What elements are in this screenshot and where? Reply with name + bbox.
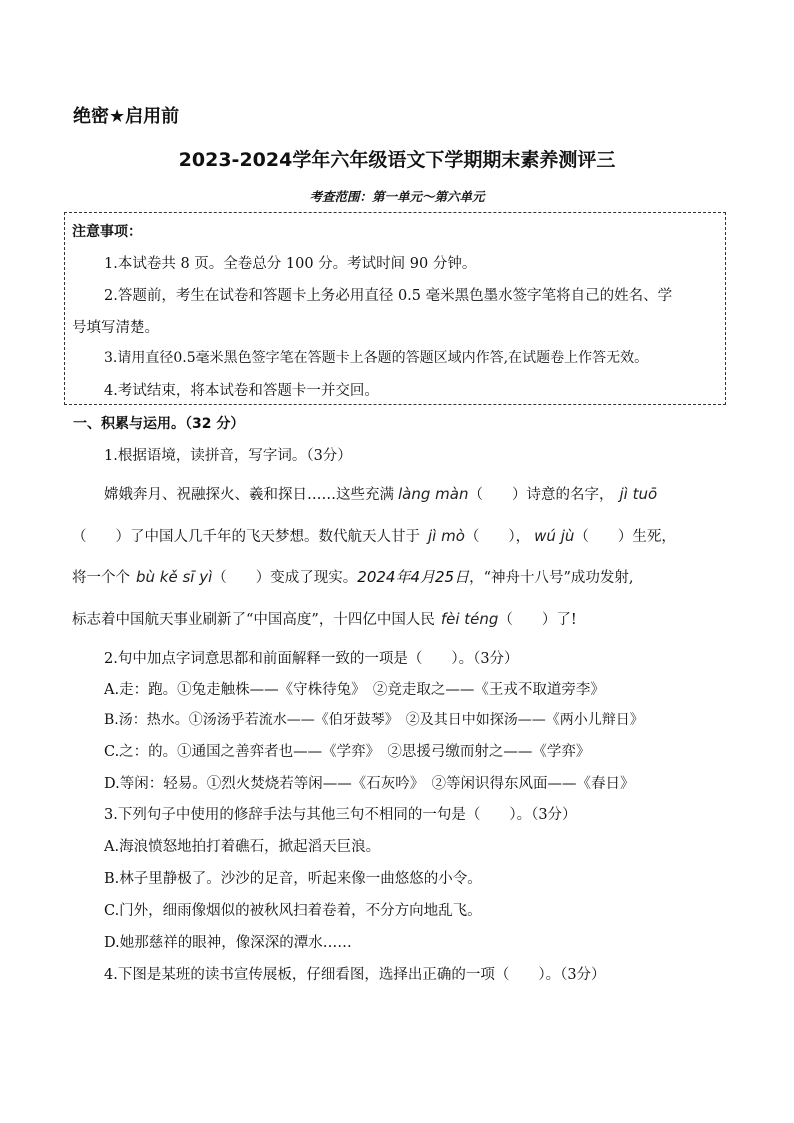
- answer-blank[interactable]: （ ）: [498, 612, 557, 628]
- answer-blank[interactable]: （ ），: [464, 529, 531, 545]
- pinyin-ji-tuo: jì tuō: [619, 485, 658, 503]
- q3-option-b: B.林子里静极了。沙沙的足音，听起来像一曲悠悠的小令。: [104, 871, 482, 887]
- q1-line-2: [72, 525, 676, 546]
- q1-text: 了!: [556, 612, 577, 628]
- q2-option-d: D.等闲：轻易。①烈火焚烧若等闲——《石灰吟》 ②等闲识得东风面——《春日》: [104, 776, 635, 792]
- q3-stem: 3.下列句子中使用的修辞手法与其他三句不相同的一句是（ ）。（3分）: [104, 807, 577, 823]
- pinyin-fei-teng: fèi téng: [440, 610, 499, 628]
- pinyin-lang-man: làng màn: [398, 485, 469, 503]
- q3-option-a: A.海浪愤怒地拍打着礁石，掀起滔天巨浪。: [104, 839, 381, 855]
- pinyin-bu-ke-si-yi: bù kě sī yì: [136, 568, 213, 586]
- launch-date: 2024年4月25日: [357, 568, 470, 586]
- q1-line-3: [72, 566, 634, 587]
- q3-option-d: D.她那慈祥的眼神，像深深的潭水……: [104, 935, 352, 951]
- q1-text: 将一个个: [72, 570, 130, 586]
- confidential-label: 绝密★启用前: [73, 106, 180, 127]
- q4-stem: 4.下图是某班的读书宣传展板，仔细看图，选择出正确的一项（ ）。（3分）: [104, 967, 606, 983]
- notice-item-2-cont: 号填写清楚。: [72, 320, 159, 336]
- notice-item-1: 1.本试卷共 8 页。全卷总分 100 分。考试时间 90 分钟。: [104, 256, 477, 272]
- q2-option-c: C.之：的。①通国之善弈者也——《学弈》 ②思援弓缴而射之——《学弈》: [104, 744, 591, 760]
- q1-text: 变成了现实。: [270, 570, 358, 586]
- exam-title: 2023-2024学年六年级语文下学期期末素养测评三: [178, 149, 616, 171]
- answer-blank[interactable]: （ ）: [468, 487, 527, 503]
- q1-text: 嫦娥奔月、祝融探火、羲和探日……这些充满: [104, 487, 394, 503]
- exam-scope: 考查范围：第一单元～第六单元: [309, 189, 485, 204]
- pinyin-wu-ju: wú jù: [534, 527, 575, 545]
- notice-item-3: 3.请用直径0.5毫米黑色签字笔在答题卡上各题的答题区域内作答,在试题卷上作答无效。: [104, 350, 649, 366]
- answer-blank[interactable]: （ ）: [574, 529, 633, 545]
- q2-option-b: B.汤：热水。①汤汤乎若流水——《伯牙鼓琴》 ②及其日中如探汤——《两小儿辩日》: [104, 712, 644, 728]
- pinyin-ji-mo: jì mò: [428, 527, 465, 545]
- q1-text: ，“神舟十八号”成功发射,: [469, 570, 634, 586]
- q1-text: 生死，: [632, 529, 676, 545]
- answer-blank[interactable]: （ ）: [72, 529, 130, 545]
- notice-item-4: 4.考试结束，将本试卷和答题卡一并交回。: [104, 383, 379, 399]
- section-1-heading: 一、积累与运用。（32 分）: [73, 416, 245, 432]
- q1-text: 诗意的名字，: [526, 487, 614, 503]
- q1-line-4: [72, 608, 577, 629]
- q1-line-1: [104, 483, 657, 504]
- q2-stem: 2.句中加点字词意思都和前面解释一致的一项是（ ）。（3分）: [104, 651, 519, 667]
- q1-text: 标志着中国航天事业刷新了“中国高度”，十四亿中国人民: [72, 612, 435, 628]
- q1-stem: 1.根据语境，读拼音，写字词。（3分）: [104, 448, 352, 464]
- answer-blank[interactable]: （ ）: [212, 570, 271, 586]
- notice-box: [64, 212, 726, 405]
- q2-option-a: A.走：跑。①兔走触株——《守株待兔》 ②竞走取之——《王戎不取道旁李》: [104, 682, 605, 698]
- q1-text: 了中国人几千年的飞天梦想。数代航天人甘于: [130, 529, 420, 545]
- q3-option-c: C.门外，细雨像烟似的被秋风扫着卷着，不分方向地乱飞。: [104, 903, 482, 919]
- notice-item-2: 2.答题前，考生在试卷和答题卡上务必用直径 0.5 毫米黑色墨水签字笔将自己的姓名、学: [104, 288, 673, 304]
- notice-heading: 注意事项：: [72, 224, 142, 240]
